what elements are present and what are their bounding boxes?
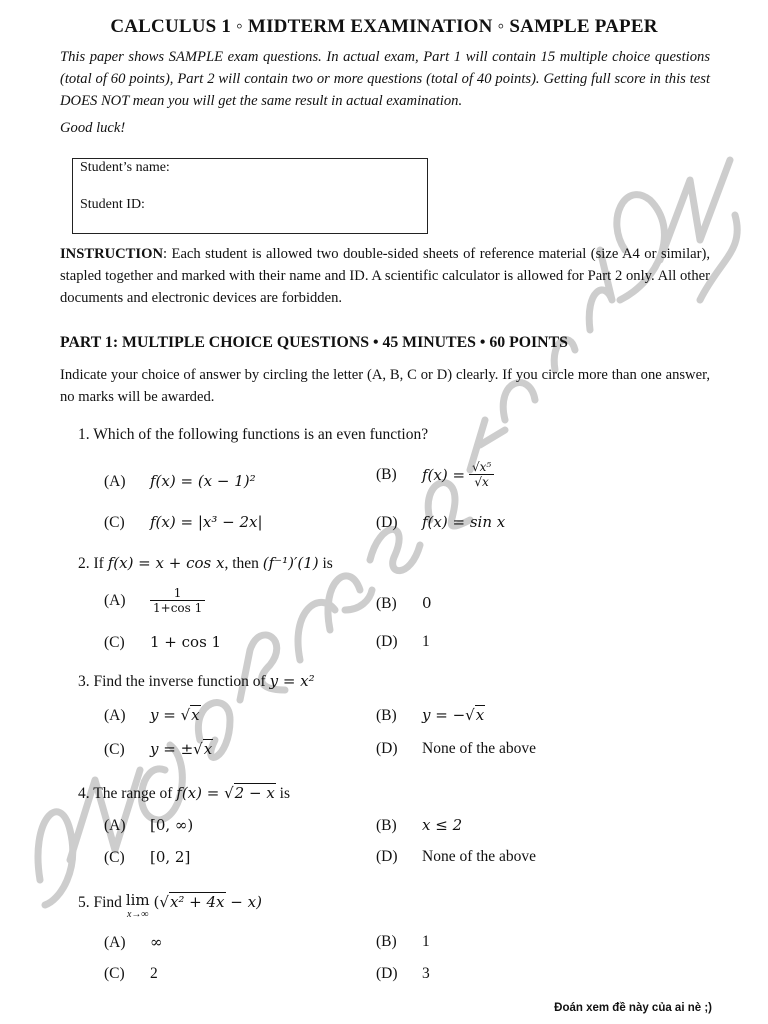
q1-c-expr: f(x) = |x³ − 2x| [150, 513, 263, 531]
q3-a-pre: y = [150, 706, 181, 724]
q4-option-d[interactable] [376, 848, 536, 866]
q4-c-expr: [0, 2] [150, 848, 191, 866]
option-label: (A) [104, 707, 126, 724]
q2-expr: f(x) = x + cos x [107, 554, 225, 572]
option-label: (C) [104, 965, 125, 982]
question-2-text [78, 554, 333, 573]
question-4-text: 4. The range of f(x) = √2 − x is [78, 784, 290, 802]
q4-expr-radicand: 2 − x [234, 784, 275, 802]
q2-option-c[interactable] [104, 633, 221, 652]
option-label: (B) [376, 707, 397, 724]
option-label: (D) [376, 740, 398, 757]
footer-note: Đoán xem đề này của ai nè ;) [554, 1002, 712, 1014]
q5-limit [126, 893, 150, 922]
q4-suffix: is [275, 785, 290, 802]
q1-a-expr: f(x) = (x − 1)² [150, 472, 256, 490]
q4-b-expr: x ≤ 2 [422, 816, 463, 834]
option-label: (A) [104, 592, 126, 609]
q5-d-expr: 3 [422, 965, 430, 982]
q3-c-radicand: x [203, 740, 213, 758]
q3-option-a[interactable]: (A) y = √x [104, 706, 200, 724]
student-id-label: Student ID: [80, 197, 145, 212]
question-5-text: 5. Find lim x→∞ (√x² + 4x − x) [78, 891, 262, 920]
student-info-box[interactable] [72, 158, 428, 234]
q2-a-denominator: 1+cos 1 [153, 601, 203, 615]
q2-a-fraction [150, 586, 205, 616]
option-label: (C) [104, 514, 125, 531]
q1-d-expr: f(x) = sin x [422, 513, 506, 531]
q1-option-b[interactable] [376, 460, 494, 490]
q5-a-expr: ∞ [150, 933, 163, 951]
q5-radicand: x² + 4x [169, 893, 225, 911]
q2-option-a[interactable] [104, 586, 205, 616]
q3-prefix: 3. Find the inverse function of [78, 673, 270, 690]
question-1-text: 1. Which of the following functions is an even function? [78, 426, 429, 443]
q3-expr: y = x² [269, 672, 315, 690]
q5-b-expr: 1 [422, 933, 430, 950]
q1-option-c[interactable] [104, 513, 263, 532]
q2-mid: , then [224, 555, 263, 572]
q2-b-expr: 0 [422, 594, 432, 612]
q3-d-text: None of the above [422, 740, 537, 757]
option-label: (B) [376, 595, 397, 612]
q2-suffix: is [318, 555, 333, 572]
option-label: (D) [376, 965, 398, 982]
q3-option-d[interactable] [376, 740, 536, 758]
instruction-heading: INSTRUCTION [60, 246, 163, 262]
exam-title: CALCULUS 1 ◦ MIDTERM EXAMINATION ◦ SAMPLE PAPER [110, 16, 658, 37]
option-label: (C) [104, 634, 125, 651]
q2-option-b[interactable] [376, 594, 432, 613]
option-label: (B) [376, 817, 397, 834]
part1-description: Indicate your choice of answer by circling the letter (A, B, C or D) clearly. If you circle more than one answer, no marks will be awarded. [60, 367, 710, 405]
option-label: (B) [376, 466, 397, 483]
question-3-text [78, 672, 315, 691]
q2-c-expr: 1 + cos 1 [150, 633, 222, 651]
q3-option-b[interactable]: (B) y = −√x [376, 706, 485, 724]
q3-c-pre: y = ± [150, 740, 194, 758]
good-luck-text: Good luck! [60, 120, 126, 136]
option-label: (A) [104, 473, 126, 490]
q4-option-a[interactable] [104, 816, 193, 835]
q4-option-b[interactable] [376, 816, 462, 835]
option-label: (C) [104, 741, 125, 758]
option-label: (A) [104, 934, 126, 951]
q2-expr2: (f⁻¹)′(1) [262, 554, 319, 572]
q5-paren-open: ( [153, 893, 160, 911]
q4-option-c[interactable] [104, 848, 190, 867]
option-label: (D) [376, 514, 398, 531]
q5-option-c[interactable] [104, 965, 158, 983]
q1-b-denominator: √x [474, 475, 489, 489]
student-name-label: Student’s name: [80, 160, 170, 175]
q5-option-d[interactable] [376, 965, 430, 983]
q3-b-radicand: x [475, 706, 485, 724]
q2-option-d[interactable] [376, 633, 430, 651]
q2-d-expr: 1 [422, 633, 430, 650]
option-label: (D) [376, 633, 398, 650]
q1-option-d[interactable] [376, 513, 505, 532]
instruction-block [60, 243, 710, 309]
q5-c-expr: 2 [150, 965, 158, 982]
q1-option-a[interactable] [104, 472, 256, 491]
q1-b-numerator: √x⁵ [469, 460, 494, 475]
q4-expr-pre: f(x) = [176, 784, 225, 802]
q4-prefix: 4. The range of [78, 785, 177, 802]
intro-text: This paper shows SAMPLE exam questions. In actual exam, Part 1 will contain 15 multiple choice questions (total of 60 points), Part 2 will contain two or more questions (total of 40 points). Getting full score in this test DOES NOT mean you will get the same result in actual examination. [60, 49, 710, 109]
q3-option-c[interactable]: (C) y = ±√x [104, 740, 213, 758]
instruction-text: : Each student is allowed two double-sided sheets of reference material (size A4 or similar), stapled together and marked with their name and ID. A scientific calculator is allowed for Part 2 only. All other documents and electronic devices are forbidden. [60, 246, 710, 306]
q3-a-radicand: x [191, 706, 200, 724]
q2-a-numerator: 1 [150, 586, 205, 601]
part1-heading: PART 1: MULTIPLE CHOICE QUESTIONS • 45 MINUTES • 60 POINTS [60, 334, 568, 351]
q3-b-pre: y = − [422, 706, 466, 724]
option-label: (A) [104, 817, 126, 834]
q4-a-expr: [0, ∞) [150, 816, 194, 834]
q5-lim-word: lim [125, 891, 150, 909]
option-label: (C) [104, 849, 125, 866]
q5-prefix: 5. Find [78, 894, 126, 911]
q2-prefix: 2. If [78, 555, 108, 572]
q5-rest: − x) [225, 893, 262, 911]
q5-option-b[interactable] [376, 933, 430, 951]
q5-lim-subscript: x→∞ [126, 909, 149, 920]
option-label: (D) [376, 848, 398, 865]
option-label: (B) [376, 933, 397, 950]
q4-d-text: None of the above [422, 848, 537, 865]
q1-b-fraction [469, 460, 494, 490]
q5-option-a[interactable] [104, 933, 163, 952]
q1-b-lhs: f(x) = [422, 466, 466, 484]
